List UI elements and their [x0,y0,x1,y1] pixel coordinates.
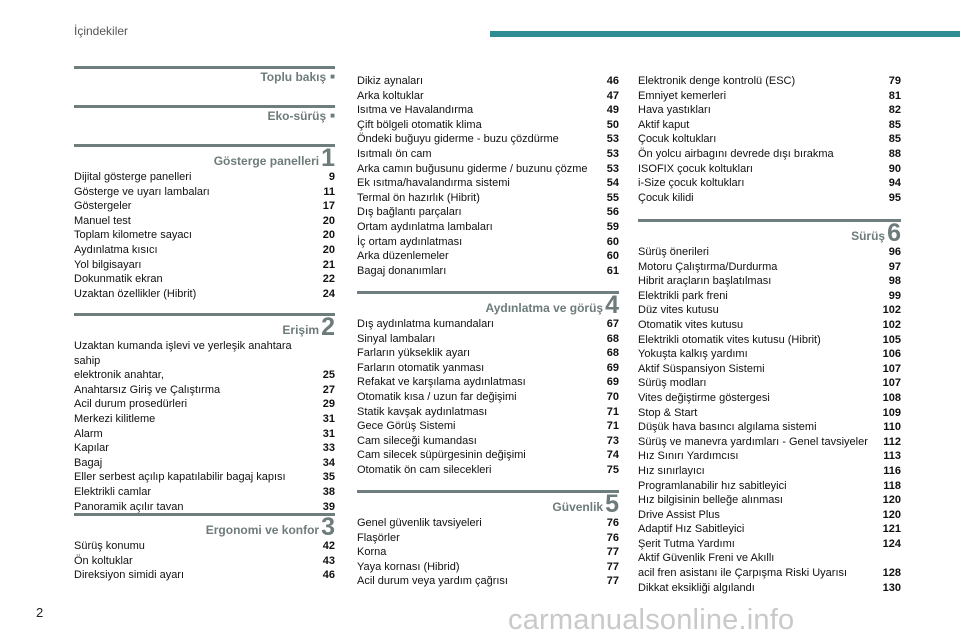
toc-entry[interactable] [357,118,619,133]
toc-entry-title: Emniyet kemerleri [638,89,727,102]
toc-entry-title: Uzaktan kumanda işlevi ve yerleşik anahtara sahip elektronik anahtar, [74,340,292,382]
toc-entry[interactable] [638,522,901,537]
toc-entry-page: 128 [882,567,901,580]
toc-entry[interactable] [357,132,619,147]
toc-entry-title: Elektronik denge kontrolü (ESC) [638,75,796,87]
toc-entry[interactable] [357,390,619,405]
toc-entry-title: İç ortam aydınlatması [357,235,463,248]
toc-entry-title: Dış aydınlatma kumandaları [357,318,494,330]
toc-entry[interactable] [74,170,335,185]
toc-entry-page: 120 [882,508,901,521]
toc-entry[interactable] [357,531,619,546]
toc-entry[interactable] [74,272,335,287]
toc-entry-page: 24 [322,287,335,300]
section-gosterge-panelleri [74,144,335,301]
toc-entry-page: 116 [883,464,901,477]
toc-entry-title: Elektrikli park freni [638,289,728,302]
toc-entry-page: 60 [606,235,619,248]
toc-entry-title: Flaşörler [357,531,400,544]
toc-entry-page: 33 [322,442,335,455]
toc-entry-page: 49 [606,104,619,117]
toc-entry[interactable] [357,448,619,463]
toc-entry-title: Ek ısıtma/havalandırma sistemi [357,177,510,190]
entry-list [357,516,619,589]
toc-entry-page: 31 [322,412,335,425]
toc-entry[interactable] [357,361,619,376]
toc-entry-title: Refakat ve karşılama aydınlatması [357,376,526,389]
toc-entry[interactable] [74,568,335,583]
toc-entry-page: 20 [322,214,335,227]
toc-entry-title: Bagaj [74,456,103,469]
toc-entry[interactable] [638,376,901,391]
toc-entry[interactable] [74,243,335,258]
toc-entry[interactable] [74,539,335,554]
section-number: 6 [887,219,901,247]
toc-entry-page: 76 [606,517,619,529]
toc-entry[interactable] [638,245,901,260]
toc-entry-title: Alarm [74,427,103,440]
toc-entry-page: 46 [322,569,335,582]
toc-entry[interactable] [357,191,619,206]
toc-entry-title: Adaptif Hız Sabitleyici [638,523,745,536]
toc-entry[interactable] [357,264,619,279]
header-title: İçindekiler [74,24,129,38]
toc-entry-title: Dokunmatik ekran [74,273,163,286]
toc-entry-page: 9 [328,171,335,183]
toc-entry[interactable] [74,412,335,427]
toc-entry-page: 53 [606,147,619,160]
toc-entry[interactable] [357,419,619,434]
toc-entry-title: Göstergeler [74,200,132,213]
section-number: 4 [605,291,619,319]
toc-entry-page: 121 [882,523,901,536]
header-accent-bar [490,31,960,37]
toc-entry-page: 59 [606,220,619,233]
toc-entry-page: 17 [322,200,335,213]
toc-entry-title: Elektrikli otomatik vites kutusu (Hibrit) [638,333,821,346]
toc-entry[interactable] [357,405,619,420]
toc-entry-page: 69 [606,376,619,389]
toc-entry-title: Hava yastıkları [638,104,711,117]
toc-entry-title: Manuel test [74,214,131,227]
toc-entry-page: 120 [882,494,901,507]
toc-entry-page: 85 [888,133,901,146]
toc-entry-title: Aktif Süspansiyon Sistemi [638,362,765,375]
section-aydinlatma-ve-gorus [357,291,619,478]
toc-entry-title: Direksiyon simidi ayarı [74,569,185,582]
toc-entry-page: 55 [606,191,619,204]
entry-list [74,339,335,514]
toc-entry-page: 109 [882,406,901,419]
toc-entry[interactable] [638,449,901,464]
toc-entry[interactable] [357,463,619,478]
toc-entry-title: Uzaktan özellikler (Hibrit) [74,287,197,300]
toc-entry[interactable] [638,132,901,147]
toc-entry-page: 77 [606,546,619,559]
toc-entry-page: 79 [888,75,901,87]
toc-entry-title: Gösterge ve uyarı lambaları [74,185,210,198]
toc-entry-page: 46 [606,75,619,87]
section-title: Güvenlik [552,500,604,514]
toc-entry-title: Genel güvenlik tavsiyeleri [357,517,482,529]
toc-entry[interactable] [638,479,901,494]
toc-entry[interactable] [357,162,619,177]
toc-entry-title: Anahtarsız Giriş ve Çalıştırma [74,383,221,396]
toc-entry-title: Çocuk koltukları [638,133,717,146]
toc-entry-page: 68 [606,332,619,345]
toc-entry[interactable] [357,574,619,589]
toc-entry-title: Çocuk kilidi [638,191,694,204]
section-guvenlik [357,490,619,589]
toc-entry[interactable] [638,581,901,596]
toc-entry-page: 43 [322,554,335,567]
toc-entry[interactable] [638,176,901,191]
toc-entry-title: Hız Sınırı Yardımcısı [638,450,739,463]
toc-entry-title: Kapılar [74,442,109,455]
toc-entry-title: Arka koltuklar [357,89,424,102]
toc-entry[interactable] [638,162,901,177]
toc-entry-title: Arka camın buğusunu giderme / buzunu çözme [357,162,588,175]
square-bullet-icon: ■ [330,111,335,120]
entry-list [74,170,335,301]
toc-entry[interactable] [74,228,335,243]
toc-entry-title: Stop & Start [638,406,698,419]
toc-entry[interactable] [74,485,335,500]
toc-entry-page: 21 [322,258,335,271]
toc-entry-title: Otomatik vites kutusu [638,318,744,331]
toc-entry[interactable] [357,205,619,220]
toc-entry-title: Ön koltuklar [74,554,133,567]
toc-entry-title: Düşük hava basıncı algılama sistemi [638,421,817,434]
toc-entry-title: Acil durum prosedürleri [74,398,188,411]
section-toplu-bakis [74,66,335,86]
toc-entry-page: 77 [606,575,619,588]
toc-entry-title: Bagaj donanımları [357,264,447,277]
toc-entry-title: Programlanabilir hız sabitleyici [638,479,787,492]
toc-entry-title: Sinyal lambaları [357,332,436,345]
toc-entry[interactable] [74,456,335,471]
toc-entry-title: Sürüş ve manevra yardımları - Genel tavsiyeler [638,435,868,448]
toc-entry-title: Termal ön hazırlık (Hibrit) [357,191,480,204]
toc-entry[interactable] [357,147,619,162]
page-number: 2 [36,605,44,620]
entry-list [357,74,619,278]
toc-entry[interactable] [638,347,901,362]
section-number: 5 [605,490,619,518]
toc-entry-title: Hız sınırlayıcı [638,464,705,477]
toc-entry-page: 20 [322,243,335,256]
toc-entry-page: 118 [883,479,901,492]
toc-entry[interactable] [357,375,619,390]
toc-entry[interactable] [74,500,335,515]
toc-entry[interactable] [74,199,335,214]
toc-entry[interactable] [638,464,901,479]
toc-entry-page: 107 [882,362,901,375]
toc-entry-title: Motoru Çalıştırma/Durdurma [638,260,778,273]
toc-entry-page: 25 [322,369,335,382]
toc-entry-page: 50 [606,118,619,131]
toc-entry[interactable] [638,318,901,333]
toc-entry-page: 34 [322,456,335,469]
toc-entry-title: Şerit Tutma Yardımı [638,537,735,550]
toc-entry-page: 99 [888,289,901,302]
toc-entry[interactable] [74,427,335,442]
toc-entry[interactable] [74,339,335,383]
watermark: carmanualsonline.info [508,604,795,636]
toc-entry-page: 124 [882,537,901,550]
toc-entry-title: Dikiz aynaları [357,75,424,87]
toc-entry-title: Otomatik kısa / uzun far değişimi [357,390,517,403]
toc-entry-title: Hibrit araçların başlatılması [638,275,772,288]
toc-entry-title: Isıtma ve Havalandırma [357,104,474,117]
toc-entry-title: Ortam aydınlatma lambaları [357,220,493,233]
toc-entry-page: 11 [323,185,335,198]
toc-entry[interactable] [357,176,619,191]
toc-entry-title: Arka düzenlemeler [357,250,449,263]
toc-entry-page: 39 [322,500,335,513]
section-eko-surus [74,105,335,125]
toc-entry-page: 107 [882,377,901,390]
toc-entry-page: 60 [606,250,619,263]
section-title: Erişim [282,323,320,337]
toc-entry-page: 76 [606,531,619,544]
entry-list [638,74,901,205]
toc-entry[interactable] [357,332,619,347]
toc-entry[interactable] [74,470,335,485]
toc-entry[interactable] [357,235,619,250]
toc-entry-page: 38 [322,485,335,498]
toc-entry-page: 74 [606,449,619,462]
toc-entry-page: 106 [882,348,901,361]
toc-entry-title: Düz vites kutusu [638,304,719,317]
toc-entry[interactable] [74,383,335,398]
toc-entry-title: Cam sileceği kumandası [357,434,477,447]
section-number: 2 [321,313,335,341]
toc-entry[interactable] [357,103,619,118]
toc-entry-title: Statik kavşak aydınlatması [357,405,488,418]
toc-entry-title: Yol bilgisayarı [74,258,142,271]
entry-list [74,539,335,583]
toc-entry[interactable] [74,554,335,569]
toc-entry-title: Panoramik açılır tavan [74,500,184,513]
toc-entry-page: 53 [606,133,619,146]
toc-entry-title: Korna [357,546,387,559]
toc-entry[interactable] [74,258,335,273]
toc-entry-title: Dikkat eksikliği algılandı [638,581,755,594]
toc-entry-title: Yaya kornası (Hibrid) [357,560,460,573]
toc-entry-title: Drive Assist Plus [638,508,720,521]
toc-entry-page: 105 [882,333,901,346]
toc-entry-page: 56 [606,206,619,219]
toc-entry[interactable] [638,537,901,552]
toc-entry[interactable] [638,303,901,318]
toc-entry-page: 47 [606,89,619,102]
toc-entry[interactable] [638,362,901,377]
toc-entry[interactable] [638,406,901,421]
section-title: Ergonomi ve konfor [205,523,320,537]
section-surus [638,219,901,595]
toc-entry-page: 77 [606,560,619,573]
toc-entry[interactable] [638,103,901,118]
toc-entry[interactable] [638,89,901,104]
toc-entry[interactable] [357,220,619,235]
toc-entry-page: 113 [883,450,901,463]
toc-entry-page: 31 [322,427,335,440]
toc-entry-title: Merkezi kilitleme [74,412,156,425]
toc-entry-page: 27 [322,383,335,396]
toc-entry-page: 102 [882,318,901,331]
toc-entry-page: 97 [888,260,901,273]
toc-entry-page: 29 [322,398,335,411]
toc-entry[interactable] [638,74,901,89]
toc-entry-title: Isıtmalı ön cam [357,147,432,160]
section-ergonomi-ve-konfor [74,513,335,583]
toc-entry-page: 42 [322,540,335,552]
toc-entry[interactable] [357,560,619,575]
toc-entry-title: Sürüş konumu [74,540,145,552]
toc-entry-page: 75 [606,463,619,476]
toc-entry[interactable] [74,287,335,302]
toc-entry[interactable] [638,420,901,435]
toc-entry-page: 53 [606,162,619,175]
section-number: 1 [321,144,335,172]
toc-entry-page: 108 [882,391,901,404]
toc-entry-page: 35 [322,471,335,484]
toc-entry-page: 88 [888,147,901,160]
toc-entry[interactable] [638,118,901,133]
toc-entry[interactable] [638,147,901,162]
section-title: Sürüş [851,229,886,243]
section-title: Eko-sürüş [267,109,327,123]
toc-entry-title: Aktif Güvenlik Freni ve Akıllı acil fren asistanı ile Çarpışma Riski Uyarısı [638,552,848,580]
toc-entry-title: Hız bilgisinin belleğe alınması [638,494,783,507]
toc-entry[interactable] [638,260,901,275]
toc-entry-title: Ön yolcu airbagını devrede dışı bırakma [638,147,834,160]
toc-entry-title: Farların otomatik yanması [357,361,485,374]
toc-entry[interactable] [74,441,335,456]
toc-entry[interactable] [638,333,901,348]
toc-entry[interactable] [357,434,619,449]
toc-entry-page: 82 [888,104,901,117]
toc-entry-page: 94 [888,177,901,190]
section-number: 3 [321,513,335,541]
toc-entry[interactable] [357,516,619,531]
toc-entry-title: Dijital gösterge panelleri [74,171,192,183]
toc-entry[interactable] [638,274,901,289]
square-bullet-icon: ■ [330,72,335,81]
toc-entry-title: Aktif kaput [638,118,690,131]
toc-entry-title: Sürüş modları [638,377,707,390]
section-erisim [74,313,335,514]
toc-entry[interactable] [638,191,901,206]
toc-entry-title: Vites değiştirme göstergesi [638,391,770,404]
toc-entry-title: Otomatik ön cam silecekleri [357,463,492,476]
toc-entry-page: 102 [882,304,901,317]
toc-entry-page: 110 [883,421,901,434]
toc-entry[interactable] [638,551,901,580]
toc-entry-page: 90 [888,162,901,175]
entry-list [638,245,901,595]
section-continued [357,74,619,278]
toc-entry-page: 85 [888,118,901,131]
toc-entry-page: 69 [606,361,619,374]
toc-entry-page: 70 [606,390,619,403]
toc-entry-page: 96 [888,246,901,258]
toc-entry[interactable] [357,317,619,332]
toc-entry-page: 61 [606,264,619,277]
toc-entry-title: ISOFIX çocuk koltukları [638,162,753,175]
toc-entry-page: 130 [882,581,901,594]
entry-list [357,317,619,478]
toc-entry[interactable] [74,185,335,200]
section-title: Toplu bakış [260,70,327,84]
toc-entry-title: Toplam kilometre sayacı [74,229,192,242]
toc-entry-title: Elektrikli camlar [74,485,152,498]
toc-entry-title: Farların yükseklik ayarı [357,347,471,360]
toc-entry-title: Yokuşta kalkış yardımı [638,348,748,361]
toc-entry-page: 22 [322,273,335,286]
toc-entry-page: 71 [606,420,619,433]
toc-entry-page: 67 [606,318,619,330]
toc-entry[interactable] [638,435,901,450]
toc-entry-page: 54 [606,177,619,190]
toc-entry[interactable] [74,214,335,229]
toc-entry-title: Acil durum veya yardım çağrısı [357,575,508,588]
toc-entry-title: i-Size çocuk koltukları [638,177,745,190]
toc-entry-title: Sürüş önerileri [638,246,709,258]
toc-entry-page: 98 [888,275,901,288]
toc-entry[interactable] [638,289,901,304]
toc-entry[interactable] [357,545,619,560]
toc-entry-page: 20 [322,229,335,242]
toc-entry[interactable] [357,74,619,89]
toc-entry-title: Gece Görüş Sistemi [357,420,456,433]
toc-entry[interactable] [638,493,901,508]
toc-entry-page: 71 [606,405,619,418]
section-title: Aydınlatma ve görüş [485,301,604,315]
toc-entry[interactable] [357,89,619,104]
toc-entry[interactable] [638,391,901,406]
toc-entry-title: Çift bölgeli otomatik klima [357,118,482,131]
toc-entry-page: 73 [606,434,619,447]
toc-entry-page: 68 [606,347,619,360]
section-title: Gösterge panelleri [213,154,320,168]
toc-entry-title: Eller serbest açılıp kapatılabilir bagaj kapısı [74,471,286,484]
toc-entry-title: Aydınlatma kısıcı [74,243,158,256]
toc-entry[interactable] [357,249,619,264]
toc-entry-title: Cam silecek süpürgesinin değişimi [357,449,526,462]
toc-entry-page: 95 [888,191,901,204]
toc-entry[interactable] [638,508,901,523]
toc-entry-page: 81 [888,89,901,102]
toc-entry-title: Dış bağlantı parçaları [357,206,462,219]
toc-entry[interactable] [357,346,619,361]
section-continued [638,74,901,205]
toc-entry-page: 112 [883,435,901,448]
toc-entry-title: Öndeki buğuyu giderme - buzu çözdürme [357,133,559,146]
toc-entry[interactable] [74,397,335,412]
